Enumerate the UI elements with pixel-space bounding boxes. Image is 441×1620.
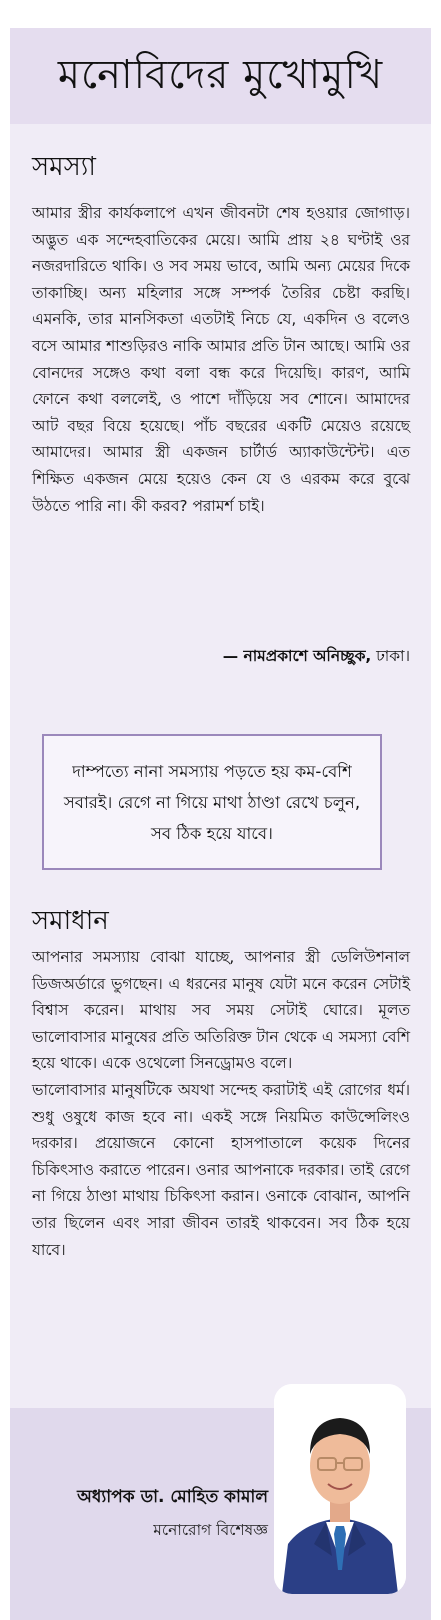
page-title: মনোবিদের মুখোমুখি <box>57 51 384 98</box>
signature-place: ঢাকা। <box>371 647 410 665</box>
article-page <box>10 28 431 1620</box>
article-header <box>10 28 431 124</box>
author-portrait-icon <box>274 1384 406 1594</box>
letter-signature <box>32 644 410 670</box>
author-footer <box>10 1408 431 1620</box>
problem-heading: সমস্যা <box>32 152 96 182</box>
signature-name: নামপ্রকাশে অনিচ্ছুক, <box>243 647 372 665</box>
solution-body <box>32 944 410 1263</box>
solution-paragraph-1: আপনার সমস্যায় বোঝা যাচ্ছে, আপনার স্ত্রী ডেলিউশনাল ডিজঅর্ডারে ভুগছেন। এ ধরনের মানুষ যেটা মনে করেন সেটাই বিশ্বাস করেন। মাথায় সব সময় সেটাই ঘোরে। মূলত ভালোবাসার মানুষের প্রতি অতিরিক্ত টান থেকে এ সমস্যা বেশি হয়ে থাকে। একে ওথেলো সিনড্রোমও বলে। <box>32 948 410 1073</box>
pull-quote-box <box>42 734 382 870</box>
problem-body <box>32 200 410 519</box>
author-photo <box>274 1384 406 1594</box>
signature-dash: — <box>222 647 244 665</box>
problem-text: আমার স্ত্রীর কার্যকলাপে এখন জীবনটা শেষ হওয়ার জোগাড়। অদ্ভুত এক সন্দেহবাতিকের মেয়ে। আমি প্রায় ২৪ ঘণ্টাই ওর নজরদারিতে থাকি। ও সব সময় ভাবে, আমি অন্য মেয়ের দিকে তাকাচ্ছি। অন্য মহিলার সঙ্গে সম্পর্ক তৈরির চেষ্টা করছি। এমনকি, তার মানসিকতা এতটাই নিচে যে, একদিন ও বলেও বসে আমার শাশুড়িরও নাকি আমার প্রতি টান আছে। আমি ওর বোনদের সঙ্গেও কথা বলা বন্ধ করে দিয়েছি। কারণ, আমি ফোনে কথা বললেই, ও পাশে দাঁড়িয়ে সব শোনে। আমাদের আট বছর বিয়ে হয়েছে। পাঁচ বছরের একটি মেয়েও রয়েছে আমাদের। আমার স্ত্রী একজন চার্টার্ড অ্যাকাউন্টেন্ট। এত শিক্ষিত একজন মেয়ে হয়েও কেন যে ও এরকম করে বুঝে উঠতে পারি না। কী করব? পরামর্শ চাই। <box>32 204 410 515</box>
author-name: অধ্যাপক ডা. মোহিত কামাল <box>77 1487 268 1507</box>
author-byline <box>28 1484 268 1544</box>
author-role: মনোরোগ বিশেষজ্ঞ <box>153 1521 268 1539</box>
solution-paragraph-2: ভালোবাসার মানুষটিকে অযথা সন্দেহ করাটাই এই রোগের ধর্ম। শুধু ওষুধে কাজ হবে না। একই সঙ্গে নিয়মিত কাউন্সেলিংও দরকার। প্রয়োজনে কোনো হাসপাতালে কয়েক দিনের চিকিৎসাও করাতে পারেন। ওনার আপনাকে দরকার। তাই রেগে না গিয়ে ঠাণ্ডা মাথায় চিকিৎসা করান। ওনাকে বোঝান, আপনি তার ছিলেন এবং সারা জীবন তারই থাকবেন। সব ঠিক হয়ে যাবে। <box>32 1080 410 1259</box>
solution-heading: সমাধান <box>32 906 109 936</box>
pull-quote-text: দাম্পত্যে নানা সমস্যায় পড়তে হয় কম-বেশি সবারই। রেগে না গিয়ে মাথা ঠাণ্ডা রেখে চলুন, সব ঠিক হয়ে যাবে। <box>63 761 361 843</box>
